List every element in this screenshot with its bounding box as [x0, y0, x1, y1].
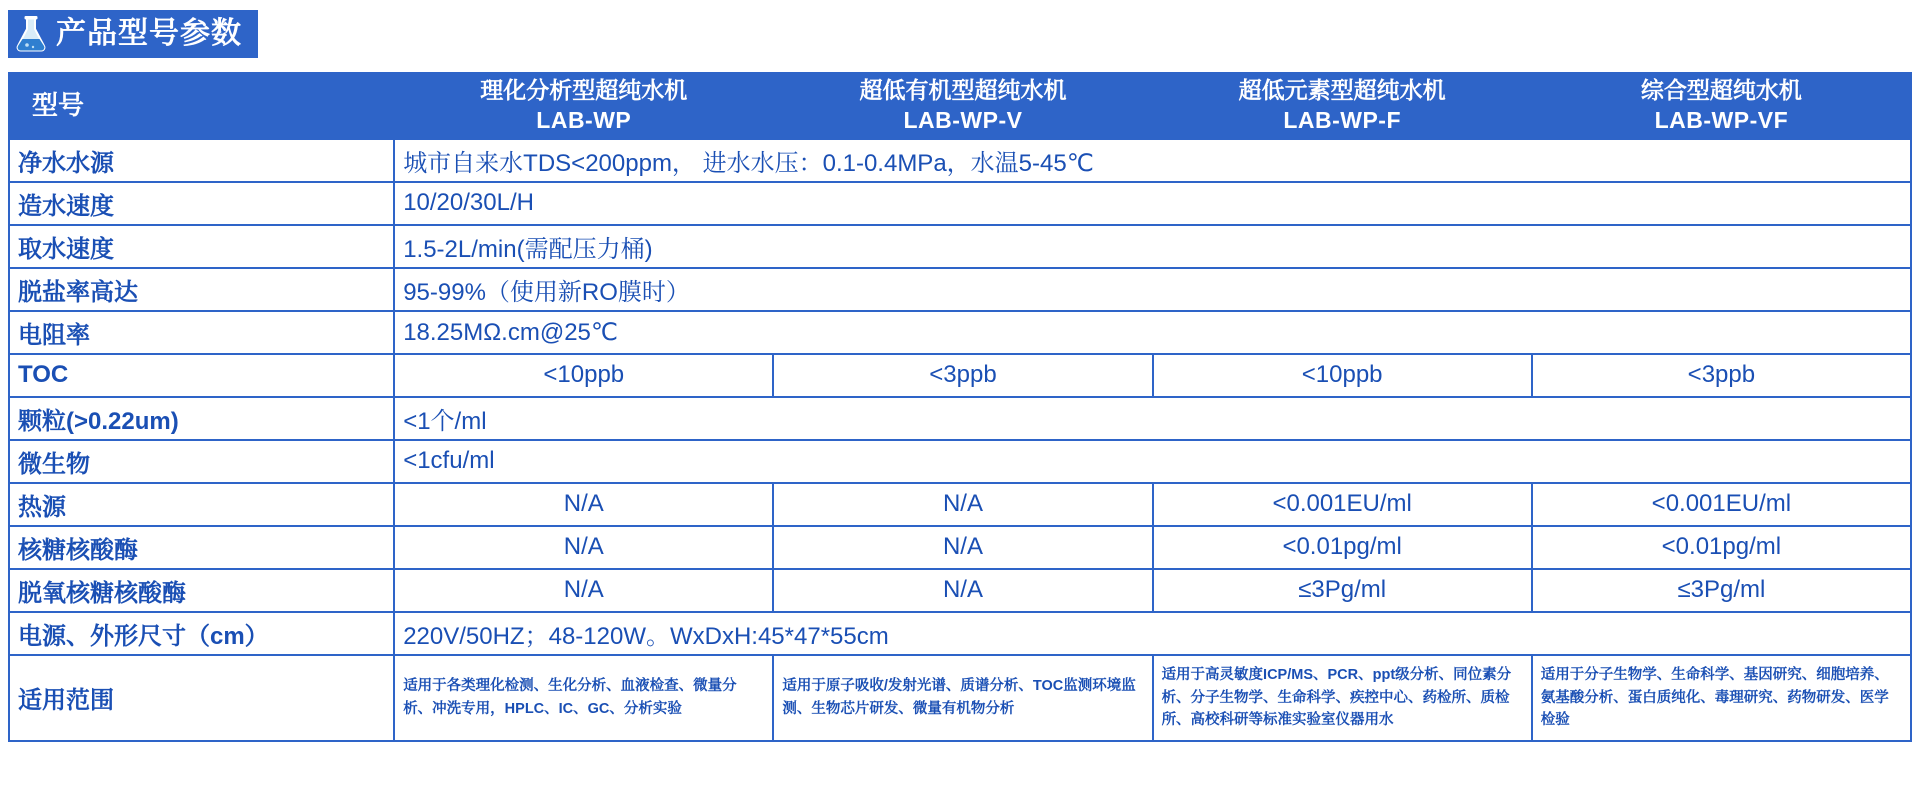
row-value: ≤3Pg/ml — [1153, 569, 1532, 612]
row-value: <0.01pg/ml — [1153, 526, 1532, 569]
column-header-code: LAB-WP-V — [903, 106, 1023, 133]
column-header-code: LAB-WP-VF — [1654, 106, 1789, 133]
column-header-name: 理化分析型超纯水机 — [480, 77, 688, 103]
row-value: 220V/50HZ；48-120W。WxDxH:45*47*55cm — [394, 612, 1911, 655]
table-row — [9, 139, 1911, 182]
row-label: 取水速度 — [9, 225, 394, 268]
table-row — [9, 483, 1911, 526]
table-header — [9, 73, 1911, 139]
row-value: ≤3Pg/ml — [1532, 569, 1911, 612]
header-row — [9, 73, 1911, 139]
table-row — [9, 354, 1911, 397]
row-label: TOC — [9, 354, 394, 397]
row-label: 脱氧核糖核酸酶 — [9, 569, 394, 612]
row-value: 10/20/30L/H — [394, 182, 1911, 225]
row-label: 净水水源 — [9, 139, 394, 182]
table-row — [9, 268, 1911, 311]
table-row — [9, 225, 1911, 268]
table-body — [9, 139, 1911, 741]
table-row-usage — [9, 655, 1911, 741]
row-value: 18.25MΩ.cm@25℃ — [394, 311, 1911, 354]
row-label: 微生物 — [9, 440, 394, 483]
table-row — [9, 612, 1911, 655]
row-value: N/A — [394, 526, 773, 569]
row-value: <0.001EU/ml — [1532, 483, 1911, 526]
column-header-name: 超低有机型超纯水机 — [859, 77, 1067, 103]
row-value: <0.01pg/ml — [1532, 526, 1911, 569]
column-header-lab-wp — [394, 73, 773, 139]
table-row — [9, 397, 1911, 440]
row-value: <1cfu/ml — [394, 440, 1911, 483]
row-value: <3ppb — [1532, 354, 1911, 397]
usage-value: 适用于分子生物学、生命科学、基因研究、细胞培养、氨基酸分析、蛋白质纯化、毒理研究、药物研发、医学检验 — [1532, 655, 1911, 741]
row-label: 适用范围 — [9, 655, 394, 741]
row-value: N/A — [773, 526, 1152, 569]
row-label: 热源 — [9, 483, 394, 526]
column-header-model-label: 型号 — [9, 73, 394, 139]
row-value: N/A — [394, 569, 773, 612]
table-row — [9, 311, 1911, 354]
row-value: N/A — [773, 569, 1152, 612]
row-value: <10ppb — [1153, 354, 1532, 397]
usage-value: 适用于高灵敏度ICP/MS、PCR、ppt级分析、同位素分析、分子生物学、生命科学、疾控中心、药检所、质检所、高校科研等标准实验室仪器用水 — [1153, 655, 1532, 741]
row-label: 电阻率 — [9, 311, 394, 354]
table-row — [9, 182, 1911, 225]
row-value: N/A — [773, 483, 1152, 526]
spec-table-container — [0, 72, 1920, 742]
column-header-lab-wp-v — [773, 73, 1152, 139]
section-title-bar — [8, 10, 258, 58]
flask-icon — [14, 15, 48, 53]
row-value: <3ppb — [773, 354, 1152, 397]
spec-table — [8, 72, 1912, 742]
column-header-name: 超低元素型超纯水机 — [1238, 77, 1446, 103]
page-title: 产品型号参数 — [56, 17, 242, 50]
row-label: 核糖核酸酶 — [9, 526, 394, 569]
row-value: <1个/ml — [394, 397, 1911, 440]
row-value: <0.001EU/ml — [1153, 483, 1532, 526]
usage-value: 适用于各类理化检测、生化分析、血液检查、微量分析、冲洗专用，HPLC、IC、GC、分析实验 — [394, 655, 773, 741]
row-value: 1.5-2L/min(需配压力桶) — [394, 225, 1911, 268]
column-header-lab-wp-f — [1153, 73, 1532, 139]
table-row — [9, 440, 1911, 483]
row-label: 颗粒(>0.22um) — [9, 397, 394, 440]
row-value: N/A — [394, 483, 773, 526]
row-value: 城市自来水TDS<200ppm， 进水水压：0.1-0.4MPa，水温5-45℃ — [394, 139, 1911, 182]
usage-value: 适用于原子吸收/发射光谱、质谱分析、TOC监测环境监测、生物芯片研发、微量有机物分析 — [773, 655, 1152, 741]
column-header-name: 综合型超纯水机 — [1640, 77, 1802, 103]
table-row — [9, 569, 1911, 612]
row-label: 电源、外形尺寸（cm） — [9, 612, 394, 655]
table-row — [9, 526, 1911, 569]
row-value: <10ppb — [394, 354, 773, 397]
column-header-lab-wp-vf — [1532, 73, 1911, 139]
column-header-code: LAB-WP — [536, 106, 632, 133]
row-label: 造水速度 — [9, 182, 394, 225]
row-label: 脱盐率高达 — [9, 268, 394, 311]
row-value: 95-99%（使用新RO膜时） — [394, 268, 1911, 311]
column-header-code: LAB-WP-F — [1283, 106, 1401, 133]
